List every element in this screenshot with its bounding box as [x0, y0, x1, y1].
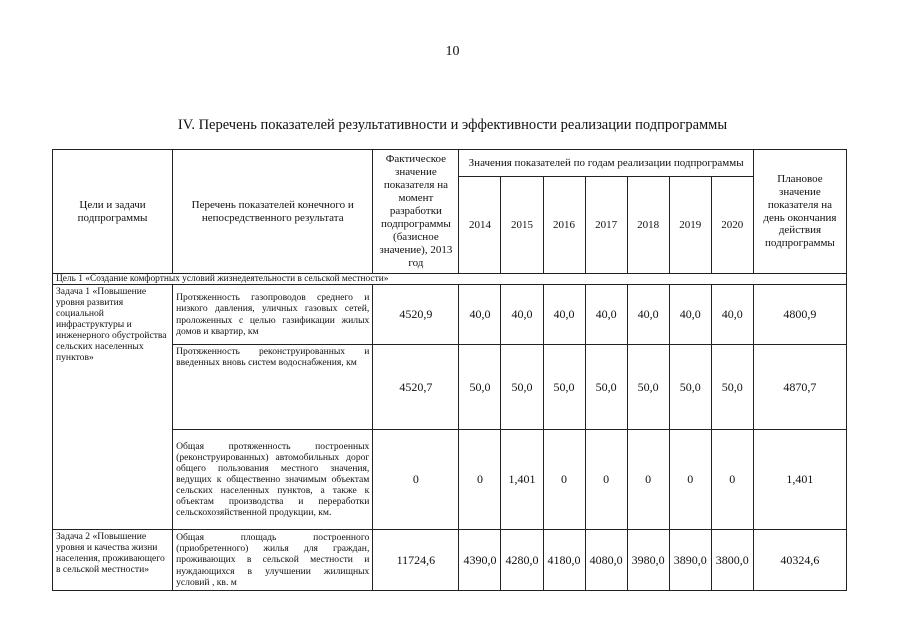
- year-value: 4280,0: [501, 530, 543, 591]
- year-value: 3800,0: [711, 530, 753, 591]
- year-value: 40,0: [459, 285, 501, 345]
- actual-value: 11724,6: [373, 530, 459, 591]
- header-year: 2017: [585, 177, 627, 274]
- planned-value: 1,401: [753, 430, 846, 530]
- year-value: 0: [669, 430, 711, 530]
- task-1-cell: Задача 1 «Повышение уровня развития социальной инфраструктуры и инженерного обустройства сельских населенных пунктов»: [53, 285, 173, 530]
- header-year: 2015: [501, 177, 543, 274]
- planned-value: 40324,6: [753, 530, 846, 591]
- year-value: 40,0: [543, 285, 585, 345]
- header-year: 2020: [711, 177, 753, 274]
- planned-value: 4800,9: [753, 285, 846, 345]
- header-planned: Плановое значение показателя на день окончания действия подпрограммы: [753, 150, 846, 274]
- indicator-cell: Общая протяженность построенных (реконструированных) автомобильных дорог общего пользования местного значения, ведущих к общественно значимым объектам сельских населенных пунктов, а также к объектам производства и переработки сельскохозяйственной продукции, км.: [173, 430, 373, 530]
- year-value: 4180,0: [543, 530, 585, 591]
- year-value: 50,0: [459, 345, 501, 430]
- actual-value: 0: [373, 430, 459, 530]
- year-value: 40,0: [501, 285, 543, 345]
- year-value: 0: [459, 430, 501, 530]
- year-value: 1,401: [501, 430, 543, 530]
- goal-row: Цель 1 «Создание комфортных условий жизнедеятельности в сельской местности»: [53, 274, 847, 285]
- header-by-years: Значения показателей по годам реализации подпрограммы: [459, 150, 753, 177]
- header-year: 2019: [669, 177, 711, 274]
- year-value: 40,0: [711, 285, 753, 345]
- planned-value: 4870,7: [753, 345, 846, 430]
- header-actual: Фактическое значение показателя на момент разработки подпрограммы (базисное значение), 2013 год: [373, 150, 459, 274]
- indicator-cell: Общая площадь построенного (приобретенного) жилья для граждан, проживающих в сельской местности и нуждающихся в улучшении жилищных условий , кв. м: [173, 530, 373, 591]
- header-goals: Цели и задачи подпрограммы: [53, 150, 173, 274]
- indicator-cell: Протяженность газопроводов среднего и низкого давления, уличных газовых сетей, проложенных с целью газификации жилых домов и квартир, км: [173, 285, 373, 345]
- year-value: 50,0: [501, 345, 543, 430]
- indicator-cell: Протяженность реконструированных и введенных вновь систем водоснабжения, км: [173, 345, 373, 430]
- section-heading: IV. Перечень показателей результативности и эффективности реализации подпрограммы: [177, 117, 728, 133]
- year-value: 50,0: [585, 345, 627, 430]
- year-value: 3890,0: [669, 530, 711, 591]
- year-value: 50,0: [711, 345, 753, 430]
- page-number: 10: [445, 44, 460, 59]
- year-value: 0: [585, 430, 627, 530]
- indicators-table: [52, 149, 847, 591]
- header-year: 2018: [627, 177, 669, 274]
- year-value: 0: [627, 430, 669, 530]
- year-value: 50,0: [669, 345, 711, 430]
- actual-value: 4520,9: [373, 285, 459, 345]
- year-value: 50,0: [627, 345, 669, 430]
- header-indicators: Перечень показателей конечного и непосредственного результата: [173, 150, 373, 274]
- header-year: 2014: [459, 177, 501, 274]
- actual-value: 4520,7: [373, 345, 459, 430]
- task-2-cell: Задача 2 «Повышение уровня и качества жизни населения, проживающего в сельской местности»: [53, 530, 173, 591]
- year-value: 40,0: [669, 285, 711, 345]
- year-value: 4080,0: [585, 530, 627, 591]
- header-year: 2016: [543, 177, 585, 274]
- year-value: 0: [711, 430, 753, 530]
- year-value: 40,0: [585, 285, 627, 345]
- year-value: 0: [543, 430, 585, 530]
- year-value: 50,0: [543, 345, 585, 430]
- year-value: 4390,0: [459, 530, 501, 591]
- year-value: 3980,0: [627, 530, 669, 591]
- year-value: 40,0: [627, 285, 669, 345]
